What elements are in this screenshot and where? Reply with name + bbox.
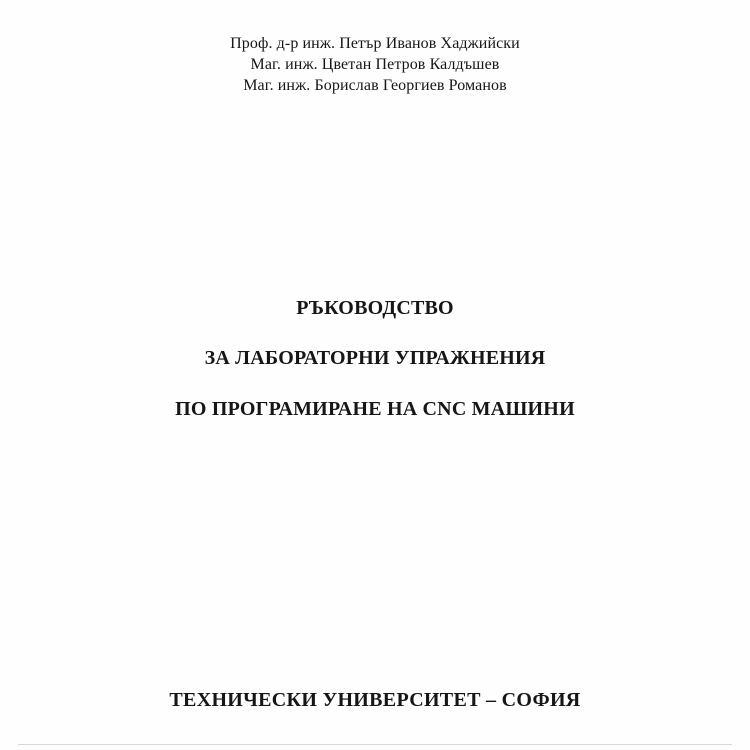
scan-bottom-edge (18, 744, 732, 745)
author-line: Маг. инж. Цветан Петров Калдъшев (250, 56, 500, 73)
document-title-line-3: ПО ПРОГРАМИРАНЕ НА CNC МАШИНИ (175, 398, 575, 420)
institution-name: ТЕХНИЧЕСКИ УНИВЕРСИТЕТ – СОФИЯ (169, 689, 581, 711)
author-line: Маг. инж. Борислав Георгиев Романов (243, 77, 507, 94)
author-line: Проф. д-р инж. Петър Иванов Хаджийски (230, 35, 520, 52)
document-title-line-1: РЪКОВОДСТВО (296, 297, 454, 319)
authors-block (0, 33, 750, 96)
document-title-line-2: ЗА ЛАБОРАТОРНИ УПРАЖНЕНИЯ (204, 347, 546, 369)
